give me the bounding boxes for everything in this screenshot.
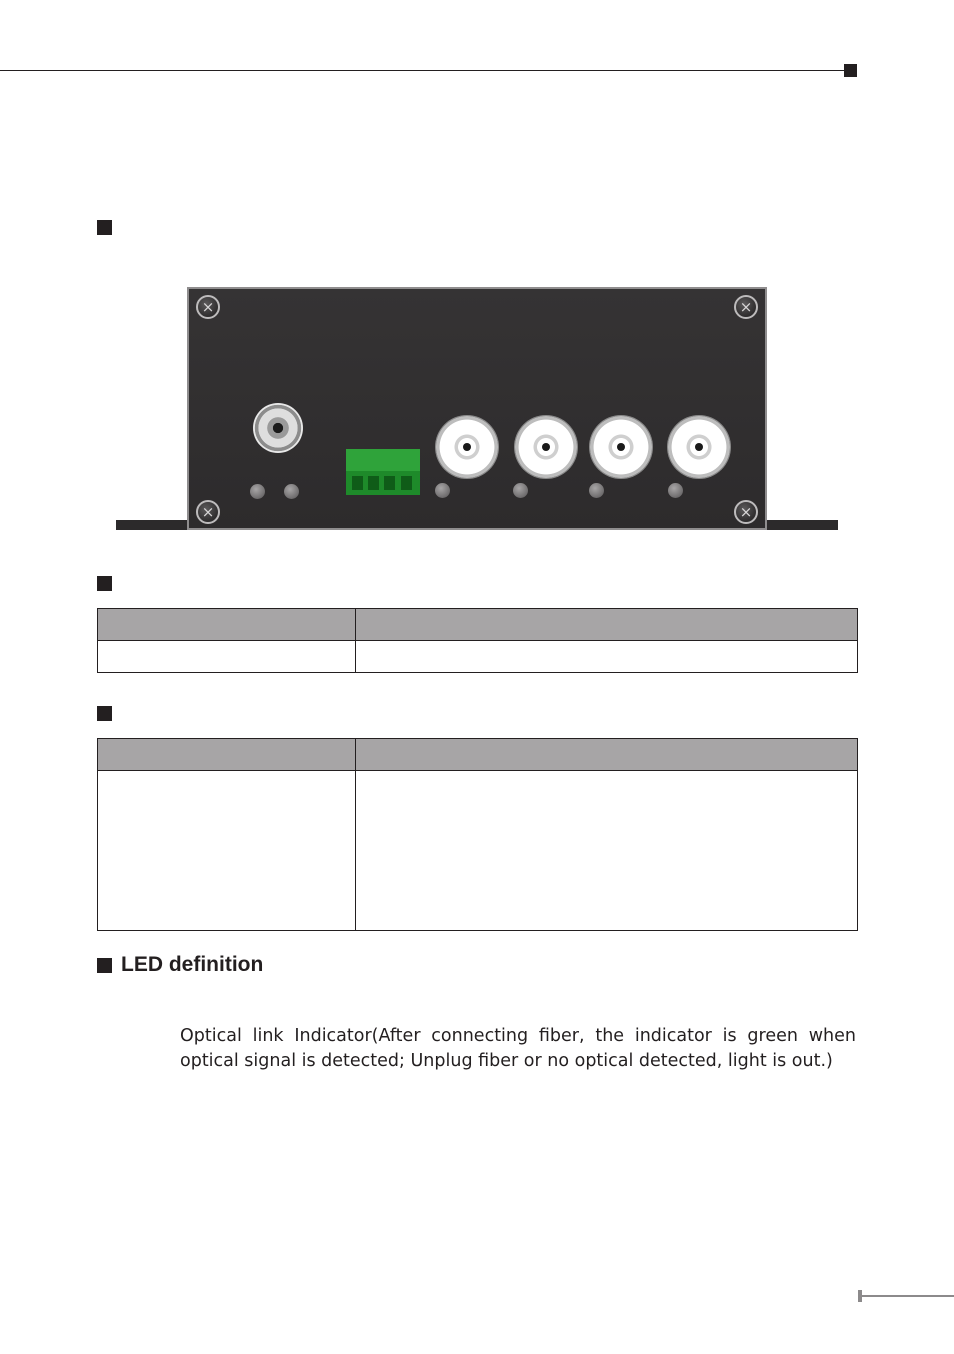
bnc-connector	[436, 416, 498, 478]
header-square-icon	[844, 64, 857, 77]
led-indicator	[284, 484, 299, 499]
led-description: Optical link Indicator(After connecting fiber, the indicator is green when optical signal is detected; Unplug fiber or no optical detected, light is out.)	[180, 1026, 856, 1071]
table-row	[98, 641, 858, 673]
table-header-row	[98, 609, 858, 641]
section-bullet-icon	[97, 576, 112, 591]
section-bullet-icon	[97, 958, 112, 973]
led-indicator	[513, 483, 528, 498]
panel-mount-foot-right	[760, 520, 838, 530]
table-header-row	[98, 739, 858, 771]
fiber-port	[253, 403, 303, 453]
spec-table-1	[97, 608, 858, 673]
led-indicator	[668, 483, 683, 498]
screw-icon: ×	[196, 295, 220, 319]
screw-icon: ×	[734, 295, 758, 319]
led-indicator	[435, 483, 450, 498]
section-bullet-icon	[97, 220, 112, 235]
table-row	[98, 771, 858, 931]
screw-icon: ×	[196, 500, 220, 524]
bnc-connector	[590, 416, 652, 478]
page-marker-line	[862, 1295, 954, 1297]
spec-table-2	[97, 738, 858, 931]
section-bullet-icon	[97, 706, 112, 721]
panel-mount-foot-left	[116, 520, 196, 530]
screw-icon: ×	[734, 500, 758, 524]
led-indicator	[589, 483, 604, 498]
terminal-block	[346, 449, 420, 495]
header-rule	[0, 70, 848, 71]
bnc-connector	[515, 416, 577, 478]
led-definition-title: LED definition	[121, 953, 264, 976]
led-indicator	[250, 484, 265, 499]
bnc-connector	[668, 416, 730, 478]
